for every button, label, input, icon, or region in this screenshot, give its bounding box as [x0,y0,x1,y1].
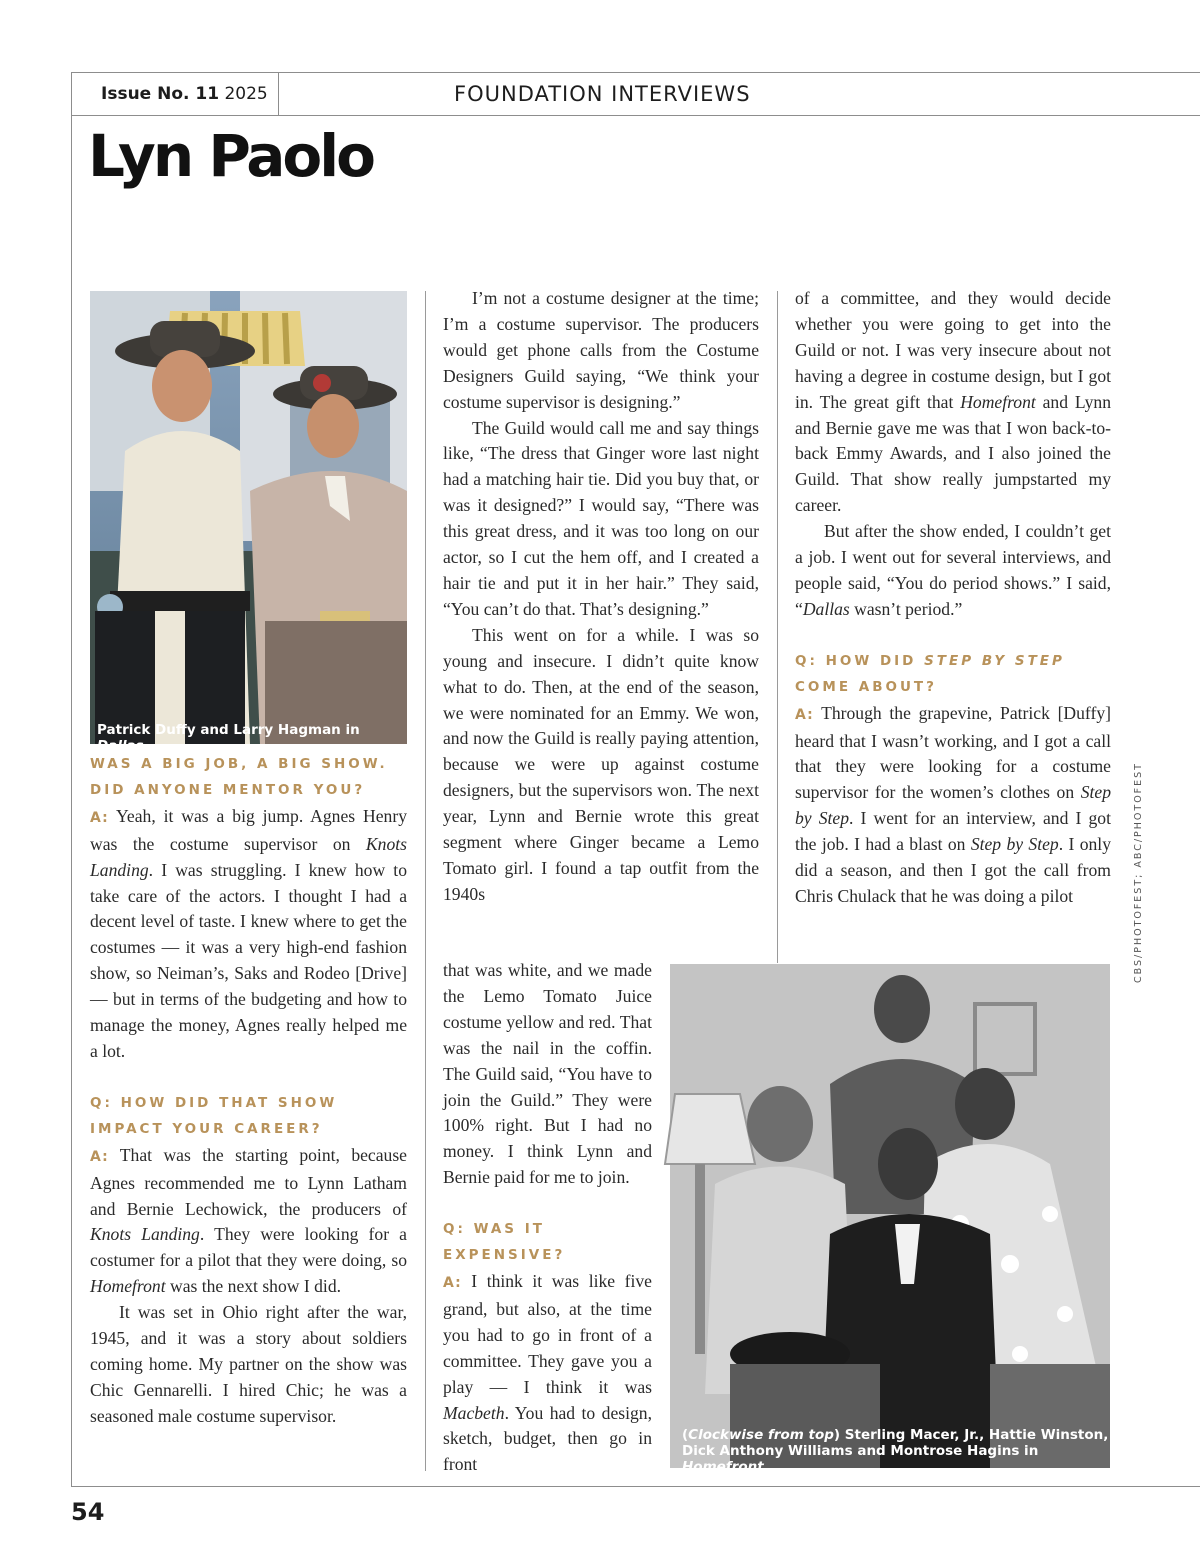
question-expensive: Q: WAS IT EXPENSIVE? [443,1221,566,1264]
article-title: Lyn Paolo [88,122,373,190]
page-number: 54 [71,1498,105,1526]
question-step-by-step: Q: HOW DID STEP BY STEP COME ABOUT? [795,652,1065,695]
homefront-caption: (Clockwise from top) Sterling Macer, Jr., Hattie Winston, Dick Anthony Williams and Montrose Hagins in Homefront [682,1427,1109,1475]
paragraph-guild-call: The Guild would call me and say things like, “The dress that Ginger wore last night had a matching hair tie. Did you buy that, or was it designed?” I would say, “There was this great dress, and it was too long on our actor, so I cut the hem off, and I created a hair tie and put it in her hair.” They said, “You can’t do that. That’s designing.” [443,417,759,619]
question-impact: Q: HOW DID THAT SHOW IMPACT YOUR CAREER? [90,1094,338,1137]
frame-left-rule [71,72,72,1486]
paragraph-emmy: This went on for a while. I was so young and insecure. I didn’t quite know what to do. Then, at the end of the season, we were nominated for an Emmy. We won, and now the Guild is really paying attention, because we were up against costume designers, but the supervisors won. The next year, Lynn and Bernie wrote this great segment where Ginger became a Lemo Tomato girl. I found a tap outfit from the 1940s [443,624,759,904]
column-rule-1 [425,291,426,1471]
frame-top-rule [71,72,1200,73]
answer-step-by-step: A: Through the grapevine, Patrick [Duffy] heard that I wasn’t working, and I got a call that they were looking for a costume supervisor for the women’s clothes on Step by Step. I went for an interview, and I got the job. I had a blast on Step by Step. I only did a season, and then I got the call from Chris Chulack that he was doing a pilot [795,702,1111,906]
column-3 [795,286,1111,910]
answer-impact: A: That was the starting point, because Agnes recommended me to Lynn Latham and Bernie Lechowick, the producers of Knots Landing. They were looking for a costumer for a pilot that they were doing, so Homefront was the next show I did. [90,1144,407,1297]
homefront-photo [670,964,1110,1475]
column-2 [443,286,759,908]
column-2-lower [443,958,652,1478]
dallas-caption: Patrick Duffy and Larry Hagman in Dallas [97,722,360,754]
section-title: FOUNDATION INTERVIEWS [454,82,751,106]
dallas-photo-art [90,291,407,744]
question-mentor: WAS A BIG JOB, A BIG SHOW. DID ANYONE MENTOR YOU? [90,756,388,798]
frame-bottom-rule [71,1486,1200,1487]
header-rule [71,115,1200,116]
issue-label: Issue No. 11 2025 [101,84,268,104]
paragraph-lemo: that was white, and we made the Lemo Tomato Juice costume yellow and red. That was the nail in the coffin. The Guild said, “You have to join the Guild.” They were 100% right. But I had no money. I think Lynn and Bernie paid for me to join. [443,960,652,1188]
paragraph-committee: of a committee, and they would decide whether you were going to get into the Guild or not. I was very insecure about not having a degree in costume design, but I got in. The great gift that Homefront and Lynn and Bernie gave me was that I won back-to-back Emmy Awards, and I also joined the Guild. That show really jumpstarted my career. [795,288,1111,516]
column-1 [90,752,407,1430]
answer-expensive: A: I think it was like five grand, but also, at the time you had to go in front of a committee. They gave you a play — I think it was Macbeth. You had to design, sketch, budget, then go in front [443,1270,652,1475]
dallas-photo [90,291,407,754]
homefront-photo-art [670,964,1110,1468]
paragraph-period: But after the show ended, I couldn’t get a job. I went out for several interviews, and people said, “You do period shows.” I said, “Dallas wasn’t period.” [795,521,1111,619]
paragraph-supervisor: I’m not a costume designer at the time; I’m a costume supervisor. The producers would get phone calls from the Costume Designers Guild saying, “We think your costume supervisor is designing.” [443,288,759,412]
header-divider [278,72,279,116]
column-rule-2 [777,291,778,963]
answer-mentor: A: Yeah, it was a big jump. Agnes Henry was the costume supervisor on Knots Landing. I was struggling. I knew how to take care of the actors. I thought I had a decent level of taste. I knew where to get the costumes — it was a very high-end fashion show, so Neiman’s, Saks and Rodeo [Drive] — but in terms of the budgeting and how to manage the money, Agnes really helped me a lot. [90,805,407,1061]
paragraph-ohio: It was set in Ohio right after the war, 1945, and it was a story about soldiers coming home. My partner on the show was Chic Gennarelli. I hired Chic; he was a seasoned male costume supervisor. [90,1302,407,1426]
photo-credit: CBS/PHOTOFEST; ABC/PHOTOFEST [1133,762,1144,983]
